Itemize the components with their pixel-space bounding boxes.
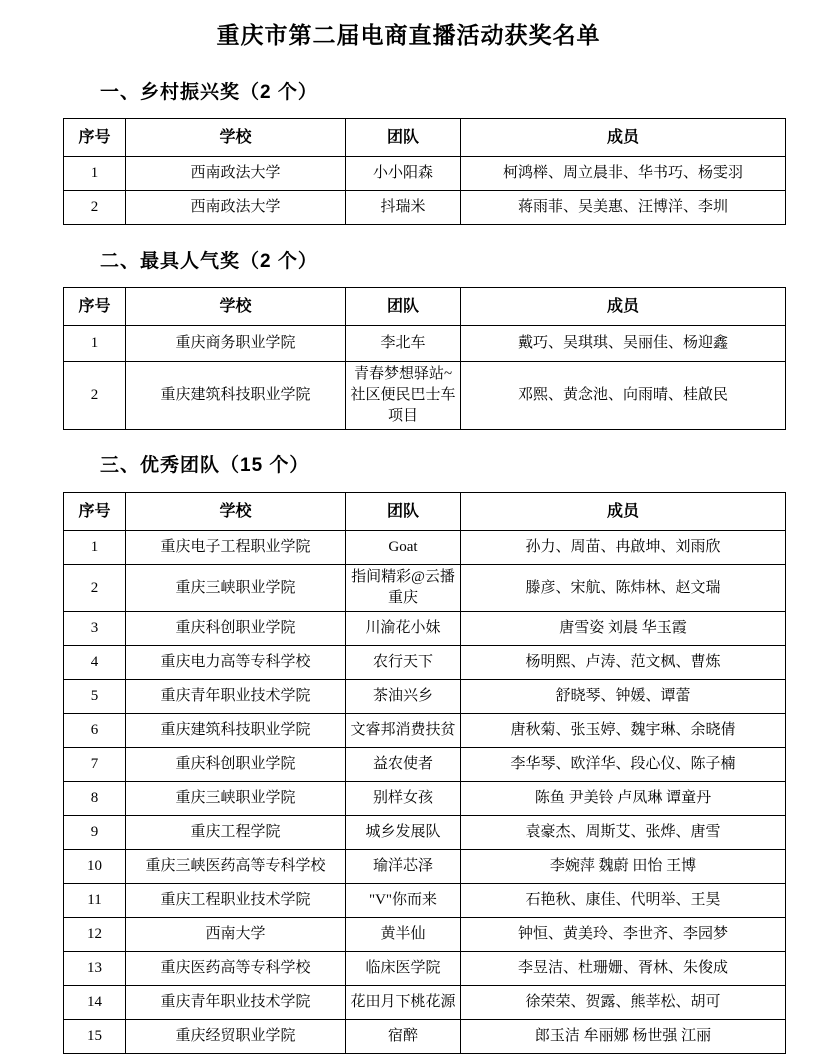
team-cell: 小小阳森	[346, 157, 461, 191]
team-cell: 益农使者	[346, 748, 461, 782]
school-cell: 重庆三峡职业学院	[126, 565, 346, 612]
column-header: 序号	[64, 493, 126, 531]
team-cell: 城乡发展队	[346, 816, 461, 850]
section-heading-rural-revitalization: 一、乡村振兴奖（2 个）	[100, 82, 318, 103]
school-cell: 重庆商务职业学院	[126, 326, 346, 362]
serial-cell: 3	[64, 612, 126, 646]
table-row	[64, 1020, 786, 1054]
column-header: 学校	[126, 119, 346, 157]
school-cell: 重庆工程职业技术学院	[126, 884, 346, 918]
table-row	[64, 952, 786, 986]
members-cell: 石艳秋、康佳、代明举、王昊	[461, 884, 786, 918]
table-row	[64, 646, 786, 680]
school-cell: 重庆青年职业技术学院	[126, 680, 346, 714]
table-row	[64, 326, 786, 362]
team-cell: 宿醉	[346, 1020, 461, 1054]
header-row	[64, 119, 786, 157]
column-header: 团队	[346, 288, 461, 326]
rural-revitalization-table	[63, 118, 786, 225]
excellent-teams-table	[63, 492, 786, 1054]
table-row	[64, 850, 786, 884]
serial-cell: 2	[64, 362, 126, 430]
serial-cell: 1	[64, 531, 126, 565]
school-cell: 重庆青年职业技术学院	[126, 986, 346, 1020]
table-row	[64, 918, 786, 952]
column-header: 学校	[126, 288, 346, 326]
table-row	[64, 986, 786, 1020]
serial-cell: 2	[64, 191, 126, 225]
members-cell: 陈鱼 尹美铃 卢凤琳 谭童丹	[461, 782, 786, 816]
serial-cell: 13	[64, 952, 126, 986]
section-rural-revitalization	[0, 77, 817, 225]
members-cell: 孙力、周苗、冉啟坤、刘雨欣	[461, 531, 786, 565]
serial-cell: 12	[64, 918, 126, 952]
members-cell: 郎玉洁 牟丽娜 杨世强 江丽	[461, 1020, 786, 1054]
members-cell: 袁豪杰、周斯艾、张烨、唐雪	[461, 816, 786, 850]
column-header: 成员	[461, 493, 786, 531]
members-cell: 李华琴、欧洋华、段心仪、陈子楠	[461, 748, 786, 782]
serial-cell: 5	[64, 680, 126, 714]
column-header: 学校	[126, 493, 346, 531]
serial-cell: 10	[64, 850, 126, 884]
most-popular-table	[63, 287, 786, 430]
members-cell: 柯鸿榉、周立晨非、华书巧、杨雯羽	[461, 157, 786, 191]
serial-cell: 8	[64, 782, 126, 816]
section-heading-excellent-teams: 三、优秀团队（15 个）	[100, 455, 310, 476]
school-cell: 西南政法大学	[126, 191, 346, 225]
team-cell: 茶油兴乡	[346, 680, 461, 714]
team-cell: 瑜洋芯泽	[346, 850, 461, 884]
members-cell: 李婉萍 魏蔚 田怡 王博	[461, 850, 786, 884]
members-cell: 唐雪姿 刘晨 华玉霞	[461, 612, 786, 646]
members-cell: 舒晓琴、钟媛、谭蕾	[461, 680, 786, 714]
table-row	[64, 748, 786, 782]
team-cell: 川渝花小妹	[346, 612, 461, 646]
table-row	[64, 782, 786, 816]
team-cell: 青春梦想驿站~社区便民巴士车项目	[346, 362, 461, 430]
school-cell: 重庆工程学院	[126, 816, 346, 850]
column-header: 团队	[346, 119, 461, 157]
table-row	[64, 565, 786, 612]
serial-cell: 14	[64, 986, 126, 1020]
members-cell: 蒋雨菲、吴美惠、汪博洋、李圳	[461, 191, 786, 225]
team-cell: 黄半仙	[346, 918, 461, 952]
school-cell: 重庆医药高等专科学校	[126, 952, 346, 986]
school-cell: 重庆电子工程职业学院	[126, 531, 346, 565]
school-cell: 重庆建筑科技职业学院	[126, 362, 346, 430]
column-header: 团队	[346, 493, 461, 531]
serial-cell: 6	[64, 714, 126, 748]
members-cell: 徐荣荣、贺露、熊莘松、胡可	[461, 986, 786, 1020]
team-cell: 李北车	[346, 326, 461, 362]
column-header: 序号	[64, 119, 126, 157]
table-row	[64, 714, 786, 748]
team-cell: 文睿邦消费扶贫	[346, 714, 461, 748]
school-cell: 西南政法大学	[126, 157, 346, 191]
team-cell: 指间精彩@云播重庆	[346, 565, 461, 612]
school-cell: 重庆三峡医药高等专科学校	[126, 850, 346, 884]
team-cell: "V"你而来	[346, 884, 461, 918]
section-heading-most-popular: 二、最具人气奖（2 个）	[100, 251, 318, 272]
members-cell: 钟恒、黄美玲、李世齐、李园梦	[461, 918, 786, 952]
members-cell: 邓熙、黄念池、向雨晴、桂啟民	[461, 362, 786, 430]
serial-cell: 7	[64, 748, 126, 782]
column-header: 成员	[461, 119, 786, 157]
members-cell: 李昱洁、杜珊姗、胥林、朱俊成	[461, 952, 786, 986]
header-row	[64, 288, 786, 326]
serial-cell: 1	[64, 326, 126, 362]
table-row	[64, 680, 786, 714]
table-row	[64, 884, 786, 918]
members-cell: 戴巧、吴琪琪、吴丽佳、杨迎鑫	[461, 326, 786, 362]
school-cell: 重庆经贸职业学院	[126, 1020, 346, 1054]
serial-cell: 2	[64, 565, 126, 612]
team-cell: 花田月下桃花源	[346, 986, 461, 1020]
team-cell: 抖瑞米	[346, 191, 461, 225]
section-excellent-teams	[0, 450, 817, 1054]
team-cell: 农行天下	[346, 646, 461, 680]
column-header: 序号	[64, 288, 126, 326]
team-cell: 别样女孩	[346, 782, 461, 816]
school-cell: 重庆三峡职业学院	[126, 782, 346, 816]
members-cell: 滕彦、宋航、陈炜林、赵文瑞	[461, 565, 786, 612]
team-cell: Goat	[346, 531, 461, 565]
school-cell: 重庆电力高等专科学校	[126, 646, 346, 680]
serial-cell: 4	[64, 646, 126, 680]
school-cell: 西南大学	[126, 918, 346, 952]
team-cell: 临床医学院	[346, 952, 461, 986]
serial-cell: 11	[64, 884, 126, 918]
table-row	[64, 531, 786, 565]
table-row	[64, 816, 786, 850]
section-most-popular	[0, 246, 817, 430]
school-cell: 重庆科创职业学院	[126, 748, 346, 782]
table-row	[64, 612, 786, 646]
table-row	[64, 191, 786, 225]
column-header: 成员	[461, 288, 786, 326]
table-row	[64, 157, 786, 191]
header-row	[64, 493, 786, 531]
school-cell: 重庆科创职业学院	[126, 612, 346, 646]
members-cell: 唐秋菊、张玉婷、魏宇琳、余晓倩	[461, 714, 786, 748]
school-cell: 重庆建筑科技职业学院	[126, 714, 346, 748]
serial-cell: 9	[64, 816, 126, 850]
table-row	[64, 362, 786, 430]
page-title: 重庆市第二届电商直播活动获奖名单	[216, 22, 601, 48]
serial-cell: 1	[64, 157, 126, 191]
members-cell: 杨明熙、卢涛、范文枫、曹炼	[461, 646, 786, 680]
serial-cell: 15	[64, 1020, 126, 1054]
